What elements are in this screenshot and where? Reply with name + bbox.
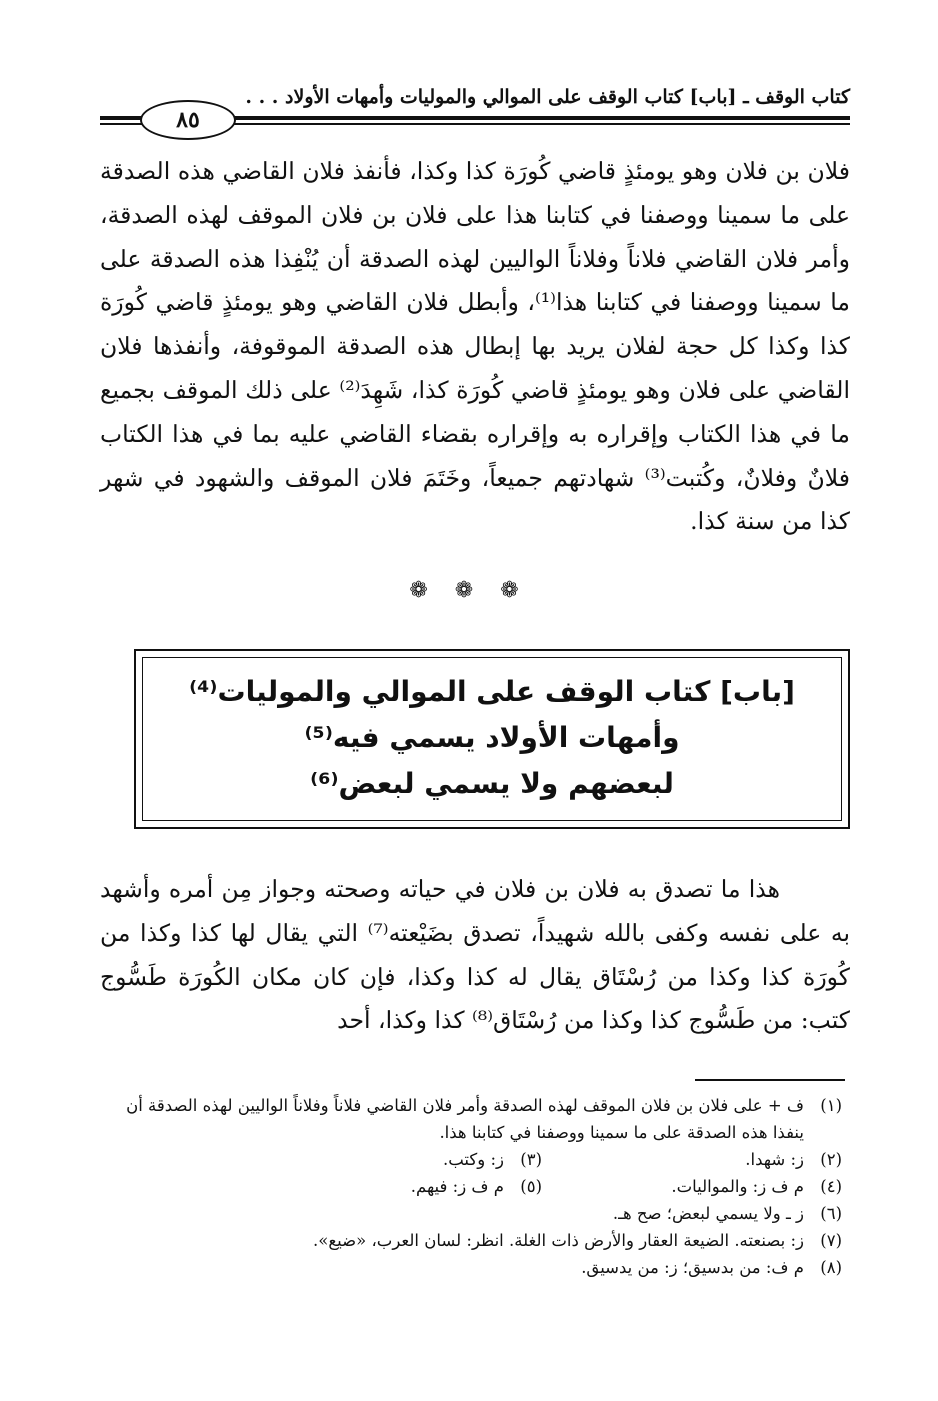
- footnote-7: [100, 1227, 842, 1254]
- footnote-1: [100, 1092, 842, 1146]
- footnote-number: (٦): [820, 1204, 842, 1223]
- footnote-number: (٣): [520, 1150, 542, 1169]
- footnote-number: (٧): [820, 1231, 842, 1250]
- footnote-separator: [695, 1079, 845, 1081]
- footnote-text: ز ـ ولا يسمي لبعض؛ صح هـ.: [612, 1204, 804, 1223]
- footnote-3: [242, 1146, 542, 1173]
- footnote-row-2-3: [100, 1146, 842, 1173]
- footnote-text: م ف: من بدسيق؛ ز: من يدسيق.: [581, 1258, 804, 1277]
- footnote-text: م ف ز: فيهم.: [410, 1177, 504, 1196]
- footnote-text: م ف ز: والمواليات.: [671, 1177, 804, 1196]
- footnote-text: ز: بصنعته. الضيعة العقار والأرض ذات الغلة. انظر: لسان العرب، «ضيع».: [313, 1231, 804, 1250]
- footnote-text: ز: شهدا.: [745, 1150, 804, 1169]
- footnote-number: (٨): [820, 1258, 842, 1277]
- footnote-number: (٢): [820, 1150, 842, 1169]
- paragraph-1-text: فلان بن فلان وهو يومئذٍ قاضي كُورَة كذا وكذا، فأنفذ فلان القاضي هذه الصدقة على ما سمينا ووصفنا في كتابنا هذا على فلان بن فلان الموقف لهذه الصدقة، وأمر فلان القاضي فلاناً وفلاناً الواليين لهذه الصدقة أن يُنْفِذا هذه الصدقة على ما سمينا ووصفنا في كتابنا هذا⁽¹⁾، وأبطل فلان القاضي وهو يومئذٍ قاضي كُورَة كذا وكذا كل حجة لفلان يريد بها إبطال هذه الصدقة الموقوفة، وأنفذها فلان القاضي على فلان وهو يومئذٍ قاضي كُورَة كذا، شَهِدَ⁽²⁾ على ذلك الموقف بجميع ما في هذا الكتاب وإقراره به وإقراره بقضاء القاضي عليه بما في هذا الكتاب فلانٌ وفلانٌ، وكُتبت⁽³⁾ شهادتهم جميعاً، وخَتَمَ فلان الموقف والشهود في شهر كذا من سنة كذا.: [100, 157, 850, 536]
- footnote-number: (١): [820, 1096, 842, 1115]
- footnote-number: (٤): [820, 1177, 842, 1196]
- section-title-frame: [134, 649, 850, 829]
- footnote-6: [100, 1200, 842, 1227]
- footnote-text: ز: وكتب.: [442, 1150, 504, 1169]
- section-title: [136, 669, 848, 807]
- section-title-line-1: [باب] كتاب الوقف على الموالي والموليات⁽⁴⁾: [189, 675, 795, 708]
- paragraph-2-text: هذا ما تصدق به فلان بن فلان في حياته وصحته وجواز مِن أمره وأشهد به على نفسه وكفى بالله شهيداً، تصدق بضَيْعته⁽⁷⁾ التي يقال لها كذا وكذا من كُورَة كذا وكذا من رُسْتَاق يقال له كذا وكذا، فإن كان مكان الكُورَة طَسُّوج كتب: من طَسُّوج كذا وكذا من رُسْتَاق⁽⁸⁾ كذا وكذا، أحد: [100, 875, 851, 1035]
- section-title-line-3: لبعضهم ولا يسمي لبعض⁽⁶⁾: [310, 767, 674, 800]
- footnote-2: [542, 1146, 842, 1173]
- paragraph-2: [100, 868, 850, 1043]
- footnote-row-4-5: [100, 1173, 842, 1200]
- paragraph-1: [100, 150, 850, 544]
- footnote-4: [542, 1173, 842, 1200]
- footnote-text: ف + على فلان بن فلان الموقف لهذه الصدقة وأمر فلان القاضي فلاناً وفلاناً الواليين لهذه الصدقة أن ينفذا هذه الصدقة على ما سمينا ووصفنا في كتابنا هذا.: [126, 1096, 804, 1142]
- footnote-5: [242, 1173, 542, 1200]
- footnotes: [100, 1092, 842, 1281]
- page-header: [100, 86, 850, 134]
- footnote-number: (٥): [520, 1177, 542, 1196]
- footnote-8: [100, 1254, 842, 1281]
- page-number: ٨٥: [140, 100, 236, 140]
- section-separator: ❁ ❁ ❁: [409, 578, 529, 603]
- running-title: كتاب الوقف ـ [باب] كتاب الوقف على الموالي والموليات وأمهات الأولاد . . .: [245, 86, 850, 108]
- section-title-line-2: وأمهات الأولاد يسمي فيه⁽⁵⁾: [304, 721, 680, 754]
